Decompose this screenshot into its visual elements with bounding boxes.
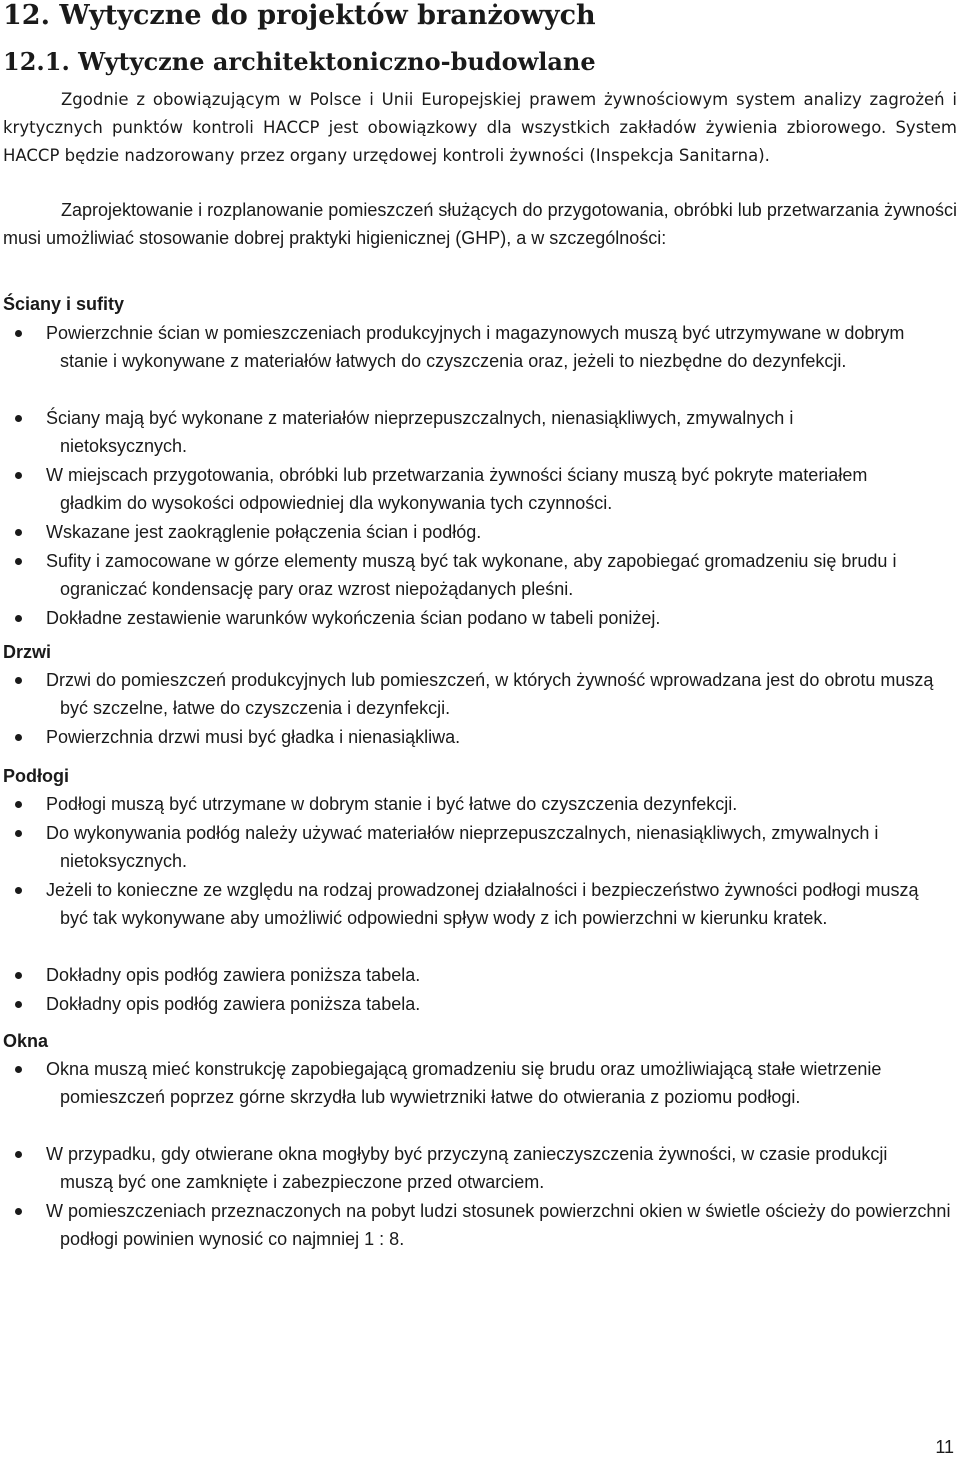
list-item xyxy=(0,319,960,403)
list-item xyxy=(0,518,960,546)
list-item-text: Sufity i zamocowane w górze elementy muszą być tak wykonane, aby zapobiegać gromadzeniu się brudu i ograniczać kondensację pary oraz wzrost niepożądanych pleśni. xyxy=(46,551,897,599)
list-item xyxy=(0,1197,960,1253)
bullet-icon xyxy=(15,677,22,684)
bullet-icon xyxy=(15,1208,22,1215)
bullet-icon xyxy=(15,415,22,422)
design-paragraph: Zaprojektowanie i rozplanowanie pomieszczeń służących do przygotowania, obróbki lub przetwarzania żywności musi umożliwiać stosowanie dobrej praktyki higienicznej (GHP), a w szczególności: xyxy=(3,200,957,248)
bullet-icon xyxy=(15,887,22,894)
bullet-icon xyxy=(15,801,22,808)
floors-heading: Podłogi xyxy=(3,766,69,786)
page-number: 11 xyxy=(935,1437,954,1457)
list-item-text: W miejscach przygotowania, obróbki lub przetwarzania żywności ściany muszą być pokryte materiałem gładkim do wysokości odpowiedniej dla wykonywania tych czynności. xyxy=(46,465,868,513)
list-item-text: Powierzchnie ścian w pomieszczeniach produkcyjnych i magazynowych muszą być utrzymywane w dobrym stanie i wykonywane z materiałów łatwych do czyszczenia oraz, jeżeli to niezbędne do dezynfekcji. xyxy=(46,323,905,371)
list-item xyxy=(0,1055,960,1139)
list-item-text: Dokładny opis podłóg zawiera poniższa tabela. xyxy=(46,994,421,1014)
windows-heading: Okna xyxy=(3,1031,49,1051)
list-item-text: W przypadku, gdy otwierane okna mogłyby być przyczyną zanieczyszczenia żywności, w czasie produkcji muszą być one zamknięte i zabezpieczone przed otwarciem. xyxy=(46,1144,888,1192)
list-item xyxy=(0,961,960,989)
section-heading-12-1: 12.1. Wytyczne architektoniczno-budowlane xyxy=(3,47,596,76)
list-item-text: Ściany mają być wykonane z materiałów nieprzepuszczalnych, nienasiąkliwych, zmywalnych i nietoksycznych. xyxy=(46,408,794,456)
bullet-icon xyxy=(15,1001,22,1008)
list-item-text: W pomieszczeniach przeznaczonych na pobyt ludzi stosunek powierzchni okien w świetle ościeży do powierzchni podłogi powinien wynosić co najmniej 1 : 8. xyxy=(46,1201,951,1249)
list-item xyxy=(0,1140,960,1196)
walls-list xyxy=(0,319,960,633)
walls-heading: Ściany i sufity xyxy=(3,294,125,314)
list-item-text: Okna muszą mieć konstrukcję zapobiegającą gromadzeniu się brudu oraz umożliwiającą stałe wietrzenie pomieszczeń poprzez górne skrzydła lub wywietrzniki łatwe do otwierania z poziomu podłogi. xyxy=(46,1059,882,1107)
list-item xyxy=(0,666,960,722)
bullet-icon xyxy=(15,1151,22,1158)
intro-paragraph: Zgodnie z obowiązującym w Polsce i Unii Europejskiej prawem żywnościowym system analizy zagrożeń i krytycznych punktów kontroli HACCP jest obowiązkowy dla wszystkich zakładów żywienia zbiorowego. System HACCP będzie nadzorowany przez organy urzędowej kontroli żywności (Inspekcja Sanitarna). xyxy=(3,90,957,165)
list-item xyxy=(0,547,960,603)
list-item xyxy=(0,404,960,460)
doors-list xyxy=(0,666,960,752)
bullet-icon xyxy=(15,330,22,337)
bullet-icon xyxy=(15,558,22,565)
bullet-icon xyxy=(15,615,22,622)
list-item-text: Podłogi muszą być utrzymane w dobrym stanie i być łatwe do czyszczenia dezynfekcji. xyxy=(46,794,738,814)
bullet-icon xyxy=(15,972,22,979)
bullet-icon xyxy=(15,734,22,741)
bullet-icon xyxy=(15,1066,22,1073)
list-item xyxy=(0,990,960,1018)
list-item xyxy=(0,723,960,751)
list-item xyxy=(0,790,960,818)
bullet-icon xyxy=(15,472,22,479)
list-item xyxy=(0,604,960,632)
list-item xyxy=(0,819,960,875)
floors-list xyxy=(0,790,960,1019)
list-item-text: Do wykonywania podłóg należy używać materiałów nieprzepuszczalnych, nienasiąkliwych, zmywalnych i nietoksycznych. xyxy=(46,823,879,871)
list-item-text: Dokładny opis podłóg zawiera poniższa tabela. xyxy=(46,965,421,985)
doors-heading: Drzwi xyxy=(3,642,52,662)
windows-list xyxy=(0,1055,960,1254)
list-item-text: Jeżeli to konieczne ze względu na rodzaj prowadzonej działalności i bezpieczeństwo żywności podłogi muszą być tak wykonywane aby umożliwić odpowiedni spływ wody z ich powierzchni w kierunku kratek. xyxy=(46,880,919,928)
list-item-text: Powierzchnia drzwi musi być gładka i nienasiąkliwa. xyxy=(46,727,461,747)
list-item-text: Wskazane jest zaokrąglenie połączenia ścian i podłóg. xyxy=(46,522,482,542)
bullet-icon xyxy=(15,529,22,536)
list-item-text: Dokładne zestawienie warunków wykończenia ścian podano w tabeli poniżej. xyxy=(46,608,661,628)
chapter-heading: 12. Wytyczne do projektów branżowych xyxy=(3,0,596,31)
list-item xyxy=(0,876,960,960)
bullet-icon xyxy=(15,830,22,837)
list-item-text: Drzwi do pomieszczeń produkcyjnych lub pomieszczeń, w których żywność wprowadzana jest do obrotu muszą być szczelne, łatwe do czyszczenia i dezynfekcji. xyxy=(46,670,934,718)
list-item xyxy=(0,461,960,517)
